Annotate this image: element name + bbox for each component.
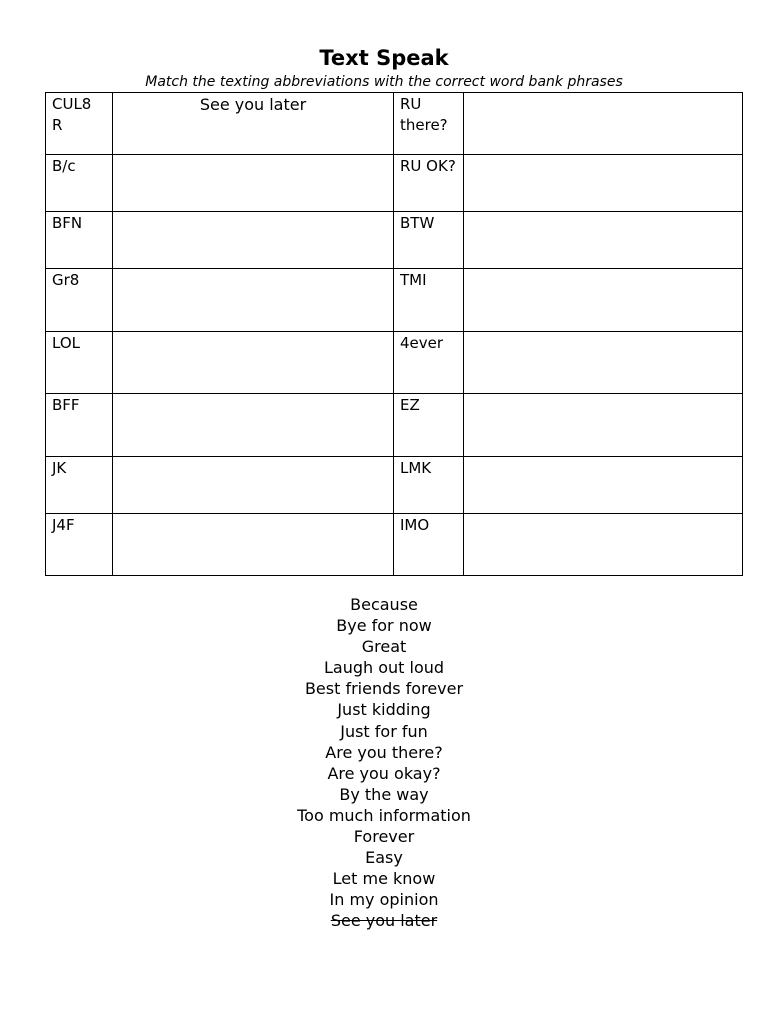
abbreviation-cell: BTW bbox=[394, 212, 464, 269]
answer-cell[interactable] bbox=[464, 212, 743, 269]
abbreviation-cell: LMK bbox=[394, 457, 464, 514]
table-row bbox=[46, 269, 743, 332]
answer-cell[interactable] bbox=[113, 514, 394, 576]
abbreviation-cell: Gr8 bbox=[46, 269, 113, 332]
word-bank-phrase: Just kidding bbox=[337, 700, 431, 720]
table-row bbox=[46, 93, 743, 155]
word-bank-phrase: By the way bbox=[339, 784, 429, 804]
word-bank-phrase: Bye for now bbox=[336, 616, 432, 636]
answer-cell[interactable] bbox=[113, 212, 394, 269]
word-bank-phrase: Because bbox=[350, 595, 418, 614]
abbreviation-cell: RU there? bbox=[394, 93, 464, 155]
word-bank-phrase: Just for fun bbox=[340, 721, 428, 741]
answer-cell[interactable] bbox=[464, 155, 743, 212]
answer-cell[interactable] bbox=[113, 457, 394, 514]
abbreviation-cell: 4ever bbox=[394, 332, 464, 394]
word-bank-phrase-used: See you later bbox=[330, 911, 438, 931]
answer-cell[interactable] bbox=[464, 394, 743, 457]
matching-table bbox=[45, 92, 743, 576]
word-bank-phrase: Easy bbox=[365, 848, 403, 868]
abbreviation-cell: JK bbox=[46, 457, 113, 514]
answer-cell[interactable] bbox=[113, 394, 394, 457]
word-bank-phrase: Are you there? bbox=[325, 742, 443, 762]
word-bank-phrase: Too much information bbox=[297, 805, 471, 825]
answer-cell[interactable] bbox=[464, 269, 743, 332]
answer-cell[interactable] bbox=[464, 332, 743, 394]
abbreviation-cell: CUL8 R bbox=[46, 93, 113, 155]
abbreviation-cell: BFF bbox=[46, 394, 113, 457]
answer-cell[interactable] bbox=[113, 155, 394, 212]
word-bank-phrase: Great bbox=[361, 637, 407, 657]
instructions: Match the texting abbreviations with the correct word bank phrases bbox=[145, 74, 623, 90]
abbreviation-cell: J4F bbox=[46, 514, 113, 576]
word-bank-phrase: Are you okay? bbox=[327, 763, 441, 783]
matching-table-body bbox=[46, 93, 743, 576]
abbreviation-cell: LOL bbox=[46, 332, 113, 394]
word-bank-phrase: Best friends forever bbox=[304, 679, 464, 699]
table-row bbox=[46, 212, 743, 269]
answer-cell[interactable] bbox=[113, 332, 394, 394]
abbreviation-cell: BFN bbox=[46, 212, 113, 269]
word-bank-phrase: Let me know bbox=[332, 869, 436, 889]
table-row bbox=[46, 155, 743, 212]
page-title: Text Speak bbox=[319, 46, 449, 70]
table-row bbox=[46, 514, 743, 576]
abbreviation-cell: B/c bbox=[46, 155, 113, 212]
table-row bbox=[46, 332, 743, 394]
word-bank-phrase: Forever bbox=[353, 827, 415, 847]
answer-cell[interactable] bbox=[464, 93, 743, 155]
abbreviation-cell: TMI bbox=[394, 269, 464, 332]
answer-cell[interactable] bbox=[464, 457, 743, 514]
word-bank-phrase: In my opinion bbox=[329, 890, 439, 910]
answer-cell[interactable] bbox=[464, 514, 743, 576]
abbreviation-cell: RU OK? bbox=[394, 155, 464, 212]
word-bank-phrase: Laugh out loud bbox=[323, 658, 445, 678]
abbreviation-cell: EZ bbox=[394, 394, 464, 457]
table-row bbox=[46, 457, 743, 514]
answer-cell[interactable]: See you later bbox=[113, 93, 394, 155]
answer-cell[interactable] bbox=[113, 269, 394, 332]
word-bank bbox=[0, 594, 768, 932]
abbreviation-cell: IMO bbox=[394, 514, 464, 576]
table-row bbox=[46, 394, 743, 457]
